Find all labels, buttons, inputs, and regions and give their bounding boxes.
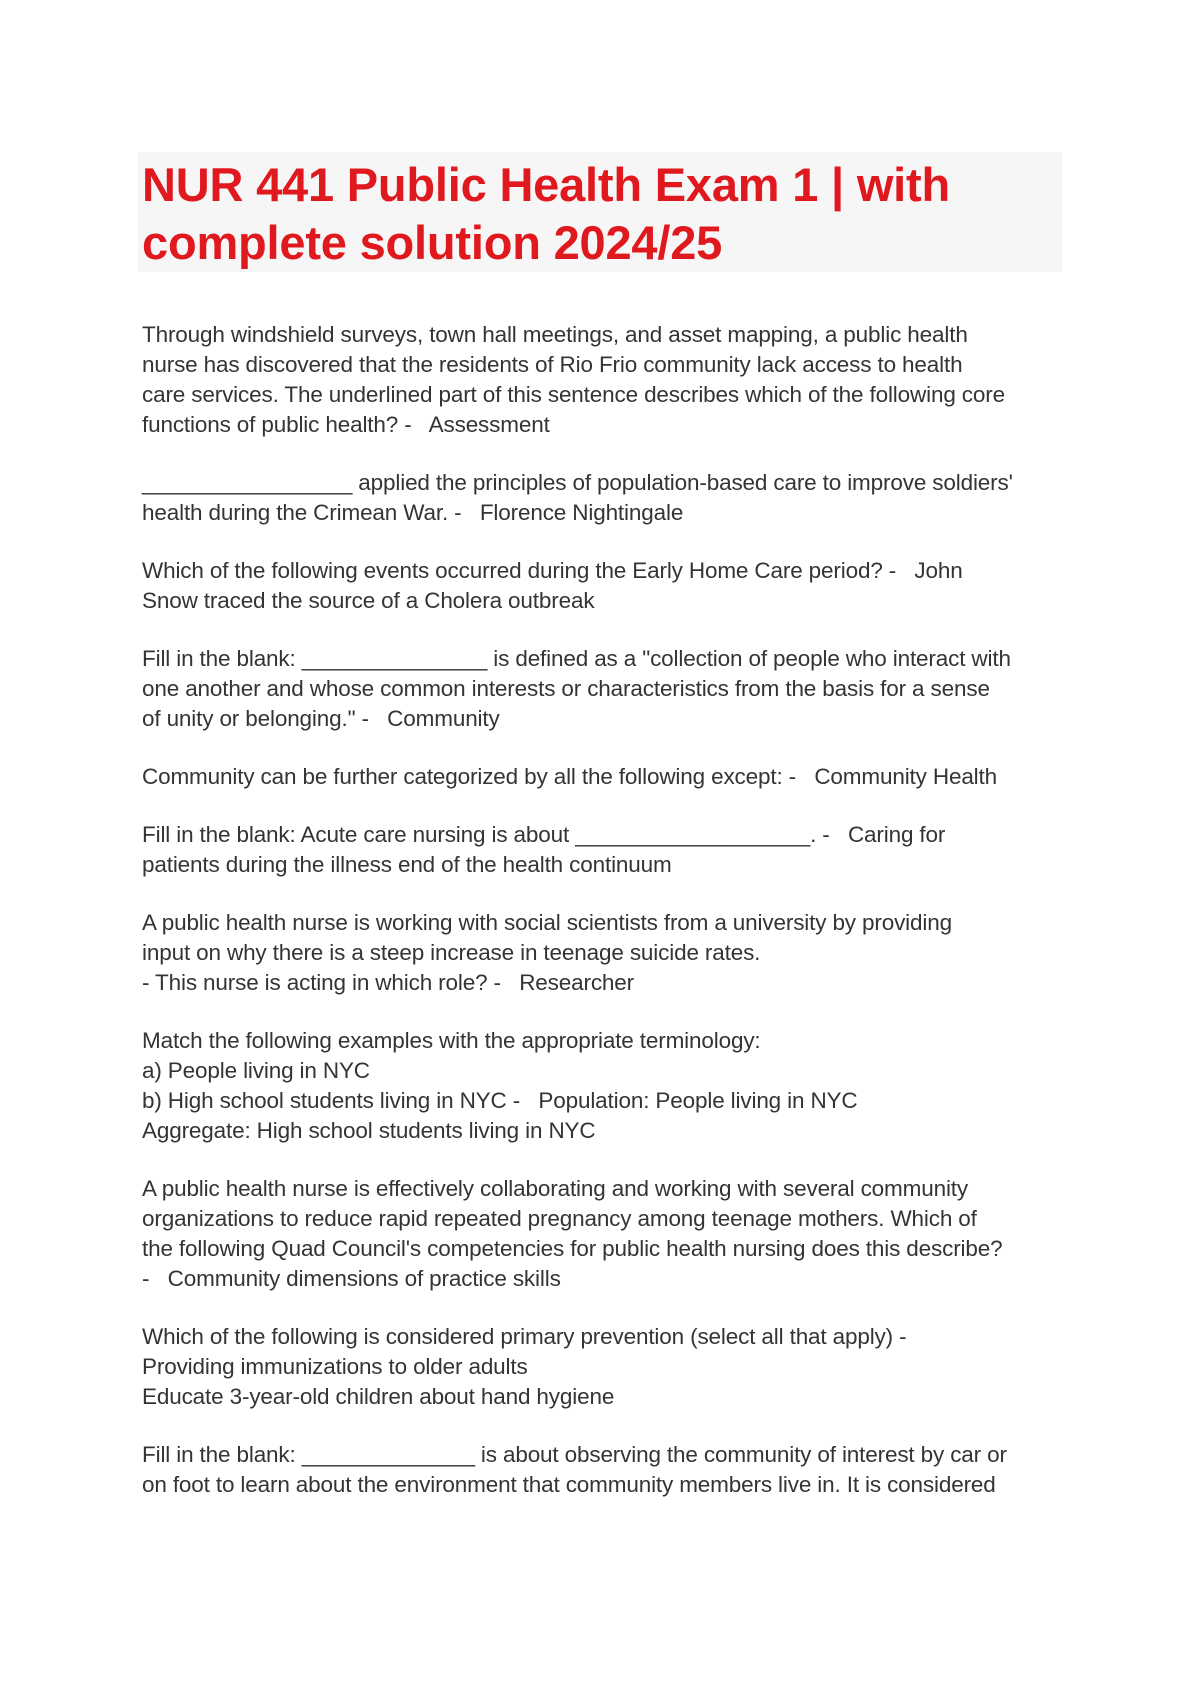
qa-item — [142, 1174, 1067, 1294]
qa-line: Aggregate: High school students living in NYC — [142, 1118, 596, 1143]
document-title: NUR 441 Public Health Exam 1 | with complete solution 2024/25 — [142, 158, 950, 269]
qa-line: functions of public health? - Assessment — [142, 412, 550, 437]
qa-item — [142, 762, 1067, 792]
qa-line: Through windshield surveys, town hall meetings, and asset mapping, a public health — [142, 322, 968, 347]
qa-line: Match the following examples with the appropriate terminology: — [142, 1028, 761, 1053]
qa-line: A public health nurse is effectively collaborating and working with several community — [142, 1176, 969, 1201]
qa-item — [142, 644, 1067, 734]
qa-item — [142, 820, 1067, 880]
qa-line: input on why there is a steep increase in teenage suicide rates. — [142, 940, 761, 965]
qa-line: Fill in the blank: _______________ is defined as a "collection of people who interact with — [142, 646, 1011, 671]
qa-line: Community can be further categorized by all the following except: - Community Health — [142, 764, 997, 789]
qa-line: _________________ applied the principles of population-based care to improve soldiers' — [142, 470, 1013, 495]
qa-line: A public health nurse is working with social scientists from a university by providing — [142, 910, 952, 935]
qa-item — [142, 1440, 1067, 1500]
qa-line: Fill in the blank: Acute care nursing is about ___________________. - Caring for — [142, 822, 946, 847]
qa-line: Which of the following is considered primary prevention (select all that apply) - — [142, 1324, 907, 1349]
qa-item — [142, 1322, 1067, 1412]
qa-line: Fill in the blank: ______________ is about observing the community of interest by car or — [142, 1442, 1007, 1467]
qa-line: nurse has discovered that the residents of Rio Frio community lack access to health — [142, 352, 963, 377]
qa-item — [142, 556, 1067, 616]
qa-line: - Community dimensions of practice skills — [142, 1266, 561, 1291]
qa-list — [142, 320, 1067, 1528]
qa-line: b) High school students living in NYC - Population: People living in NYC — [142, 1088, 858, 1113]
qa-item — [142, 320, 1067, 440]
qa-line: the following Quad Council's competencies for public health nursing does this describe? — [142, 1236, 1003, 1261]
qa-line: Providing immunizations to older adults — [142, 1354, 528, 1379]
qa-line: care services. The underlined part of this sentence describes which of the following core — [142, 382, 1005, 407]
qa-line: organizations to reduce rapid repeated pregnancy among teenage mothers. Which of — [142, 1206, 977, 1231]
qa-line: health during the Crimean War. - Florence Nightingale — [142, 500, 684, 525]
qa-line: of unity or belonging." - Community — [142, 706, 500, 731]
qa-line: on foot to learn about the environment that community members live in. It is considered — [142, 1472, 996, 1497]
qa-line: one another and whose common interests or characteristics from the basis for a sense — [142, 676, 990, 701]
qa-line: - This nurse is acting in which role? - Researcher — [142, 970, 634, 995]
qa-item — [142, 908, 1067, 998]
qa-line: Educate 3-year-old children about hand hygiene — [142, 1384, 615, 1409]
qa-line: a) People living in NYC — [142, 1058, 370, 1083]
qa-line: Which of the following events occurred during the Early Home Care period? - John — [142, 558, 963, 583]
qa-item — [142, 1026, 1067, 1146]
qa-item — [142, 468, 1067, 528]
qa-line: Snow traced the source of a Cholera outbreak — [142, 588, 595, 613]
qa-line: patients during the illness end of the health continuum — [142, 852, 672, 877]
